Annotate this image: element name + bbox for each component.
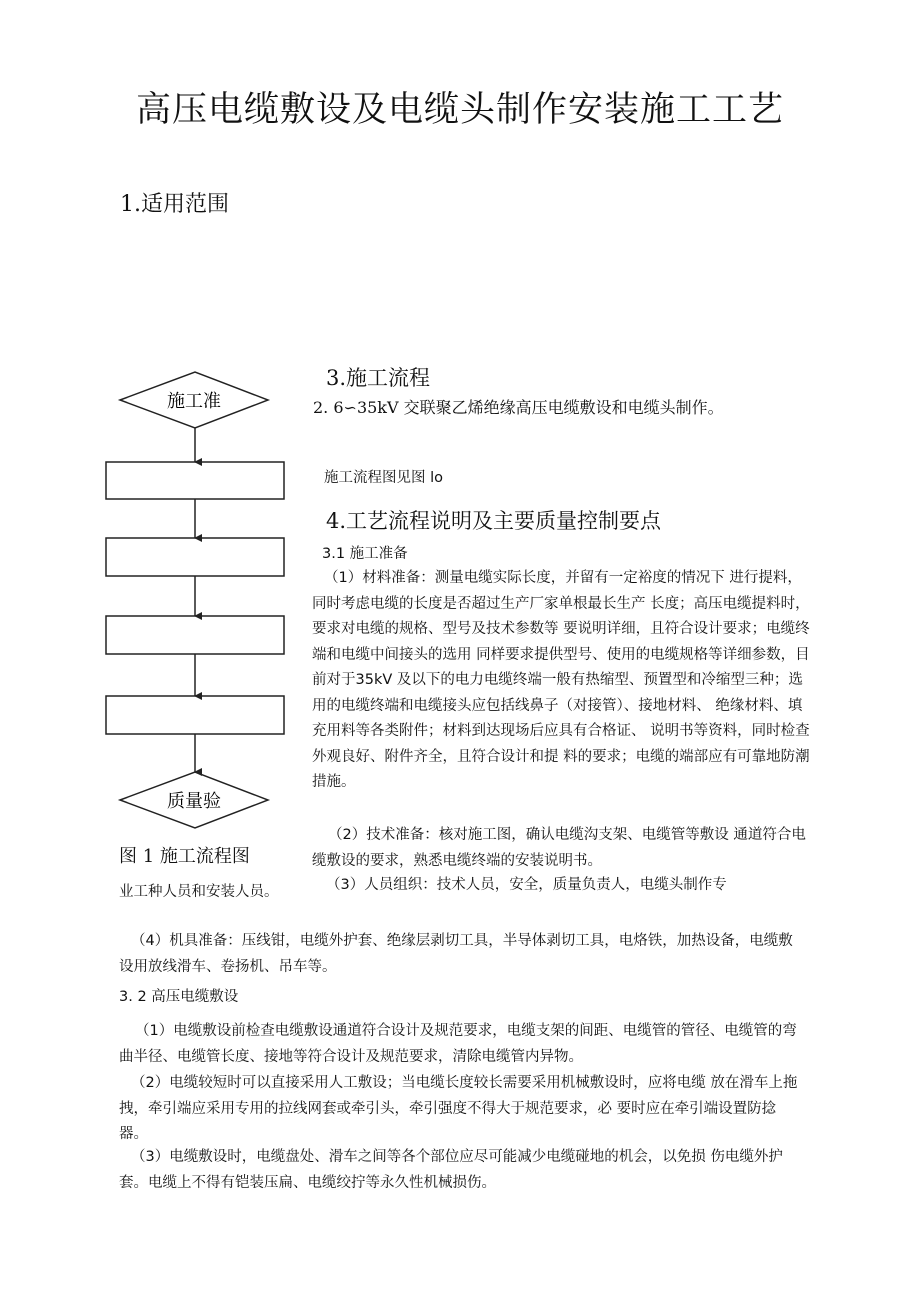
paragraph-tools: （4）机具准备：压线钳，电缆外护套、绝缘层剥切工具，半导体剥切工具，电烙铁，加热设备，电缆敷设用放线滑车、卷扬机、吊车等。: [119, 933, 793, 975]
page-title: 高压电缆敷设及电缆头制作安装施工工艺: [135, 90, 784, 130]
flow-start-label: 施工准: [167, 391, 221, 412]
paragraph-materials: （1）材料准备：测量电缆实际长度，并留有一定裕度的情况下 进行提料，同时考虑电缆的长度是否超过生产厂家单根最长生产 长度；高压电缆提料时，要求对电缆的规格、型号及技术参数等 要说明详细，且符合设计要求；电缆终端和电缆中间接头的选用 同样要求提供型号、使用的电缆规格等详细参数，目前对于35kV 及以下的电力电缆终端一般有热缩型、预置型和冷缩型三种；选 用的电缆终端和电缆接头应包括线鼻子（对接管）、接地材料、 绝缘材料、填充用料等各类附件；材料到达现场后应具有合格证、 说明书等资料，同时检查外观良好、附件齐全，且符合设计和提 料的要求；电缆的端部应有可靠地防潮措施。: [312, 570, 810, 790]
flow-note: 施工流程图见图 lo: [324, 470, 444, 486]
flow-step-3: [106, 616, 284, 654]
paragraph-personnel-continued: 业工种人员和安装人员。: [119, 884, 279, 900]
paragraph-cable-laying: （2）电缆较短时可以直接采用人工敷设；当电缆长度较长需要采用机械敷设时，应将电缆 放在滑车上拖拽，牵引端应采用专用的拉线网套或牵引头，牵引强度不得大于规范要求，必 要时应在牵引端设置防捻器。: [119, 1075, 798, 1142]
paragraph-cable-protection: （3）电缆敷设时，电缆盘处、滑车之间等各个部位应尽可能减少电缆碰地的机会，以免损 伤电缆外护套。电缆上不得有铠装压扁、电缆绞拧等永久性机械损伤。: [119, 1149, 783, 1191]
paragraph-cable-check: （1）电缆敷设前检查电缆敷设通道符合设计及规范要求，电缆支架的间距、电缆管的管径、电缆管的弯曲半径、电缆管长度、接地等符合设计及规范要求，清除电缆管内异物。: [119, 1023, 797, 1065]
flow-step-4: [106, 696, 284, 734]
flowchart: [100, 370, 290, 840]
subsection-3-2: 3. 2 高压电缆敷设: [119, 989, 239, 1005]
paragraph-technical: （2）技术准备：核对施工图，确认电缆沟支架、电缆管等敷设 通道符合电缆敷设的要求，熟悉电缆终端的安装说明书。: [312, 827, 806, 869]
flow-step-1: [106, 462, 284, 499]
flow-end-label: 质量验: [167, 791, 221, 812]
paragraph-personnel: （3）人员组织：技术人员，安全，质量负责人，电缆头制作专: [326, 877, 727, 893]
subsection-3-1: 3.1 施工准备: [322, 546, 408, 562]
section-2-text: 2. 6∽35kV 交联聚乙烯绝缘高压电缆敷设和电缆头制作。: [313, 398, 724, 417]
section-1-heading: 1.适用范围: [120, 192, 229, 217]
flow-step-2: [106, 538, 284, 576]
section-3-heading: 3.施工流程: [326, 366, 431, 390]
figure-caption: 图 1 施工流程图: [119, 846, 250, 867]
section-4-heading: 4.工艺流程说明及主要质量控制要点: [326, 509, 662, 533]
